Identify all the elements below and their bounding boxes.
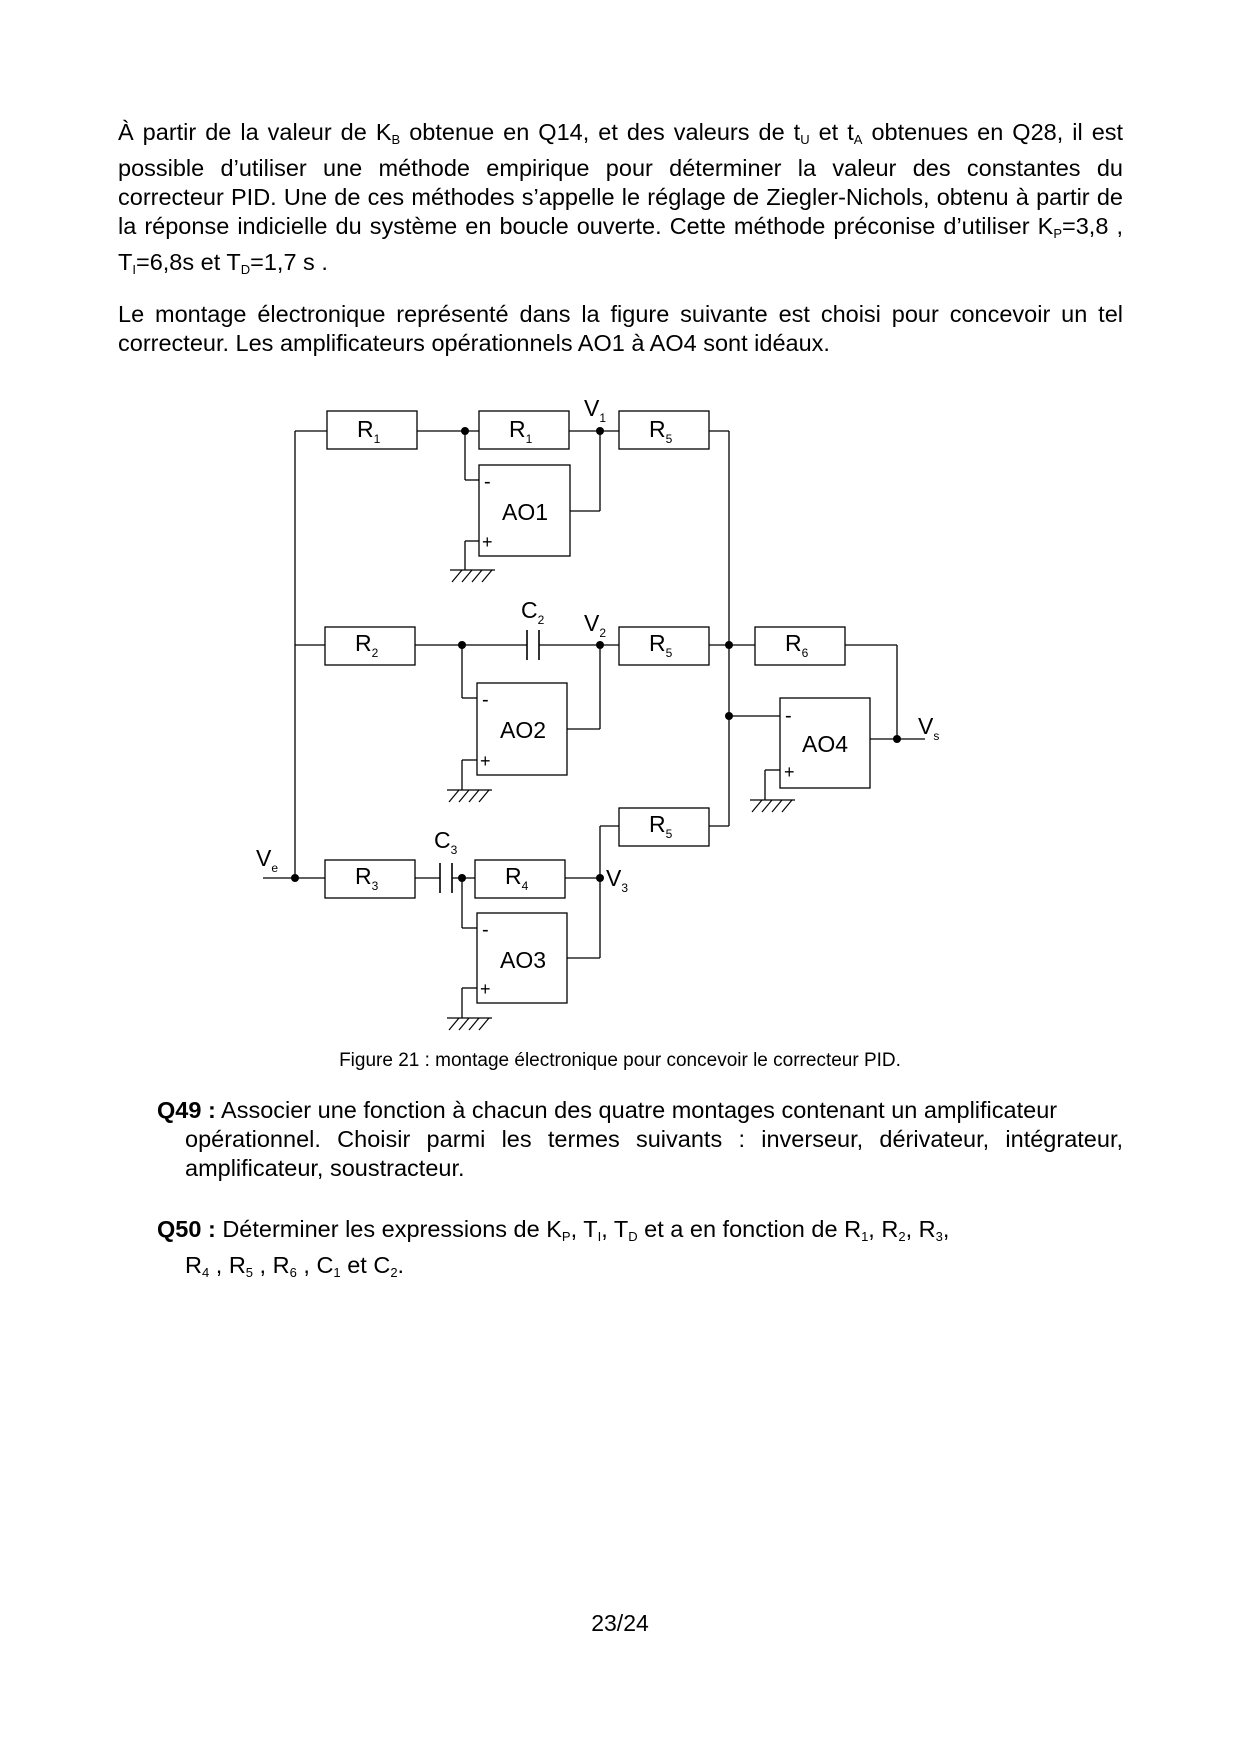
figure-caption: Figure 21 : montage électronique pour concevoir le correcteur PID.: [339, 1050, 901, 1071]
label-r4: $R_4$: [505, 863, 529, 893]
label-ao2: AO2: [500, 717, 547, 743]
label-ao4: AO4: [802, 731, 849, 757]
q50-list-2: $R_4$ , $R_5$ , $R_6$ , $C_1$ et $C_2$.: [185, 1252, 405, 1280]
ao2-minus: -: [482, 689, 489, 711]
intro-text-d: obtenues en Q28, il est possible d’utiliser une méthode empirique pour déterminer la valeur des constantes du correcteur PID. Une de ces méthodes s’appelle le réglage de Ziegler-Nichols, obtenu à partir de la réponse indicielle du système en boucle ouverte. Cette méthode préconise d’utiliser: [118, 119, 1124, 239]
label-v1: $V_1$: [584, 395, 607, 425]
capacitor-c2: [527, 630, 539, 660]
ground-icon: [447, 1018, 492, 1030]
q49-label: Q49 :: [157, 1097, 216, 1123]
ao4-plus: +: [784, 762, 795, 782]
label-r3: $R_3$: [355, 863, 379, 893]
label-v3: $V_3$: [606, 865, 629, 895]
page-number: 23/24: [591, 1610, 649, 1636]
label-r2: $R_2$: [355, 630, 379, 660]
ao3-plus: +: [480, 979, 491, 999]
ground-icon: [450, 570, 495, 582]
label-r1a: $R_1$: [357, 416, 381, 446]
label-r5c: $R_5$: [649, 811, 673, 841]
q50-a: a: [670, 1216, 684, 1242]
tu-symbol: $t_U$: [793, 119, 810, 147]
ao4-minus: -: [785, 705, 792, 727]
label-r6: $R_6$: [785, 630, 809, 660]
label-v2: $V_2$: [584, 610, 607, 640]
label-ao3: AO3: [500, 947, 547, 973]
q50-td: $T_D$: [613, 1216, 638, 1244]
capacitor-c3: [440, 863, 452, 893]
kp-value: $K_P=3,8$: [1037, 213, 1109, 241]
ground-icon: [447, 790, 492, 802]
question-q50: Q50 : Déterminer les expressions de $K_P$, $T_I$, $T_D$ et a en fonction de $R_1$, $R_2$, $R_3$, $R_4$ , $R_5$ , $R_6$ , $C_1$ et $C_2$.: [157, 1215, 1123, 1287]
question-q49: [157, 1096, 1123, 1183]
label-r1b: $R_1$: [509, 416, 533, 446]
label-ao1: AO1: [502, 499, 549, 525]
intro-text-a: À partir de la valeur de: [118, 119, 367, 145]
label-vs: $V_s$: [918, 713, 940, 743]
kb-symbol: $K_B$: [375, 119, 401, 147]
label-r5b: $R_5$: [649, 630, 673, 660]
ground-icon: [750, 800, 795, 812]
label-r5a: $R_5$: [649, 416, 673, 446]
label-c2: $C_2$: [521, 597, 545, 627]
q50-ti: $T_I$: [583, 1216, 602, 1244]
intro-text-c: et: [818, 119, 839, 145]
ta-symbol: $t_A$: [847, 119, 863, 147]
q50-label: Q50 :: [157, 1216, 216, 1242]
ao2-plus: +: [480, 751, 491, 771]
q49-text-b: opérationnel. Choisir parmi les termes suivants : inverseur, dérivateur, intégrateur, amplificateur, soustracteur.: [185, 1126, 1123, 1181]
label-c3: $C_3$: [434, 827, 458, 857]
ao1-minus: -: [484, 471, 491, 493]
ti-value: $T_I=6,8s$: [118, 249, 195, 277]
intro-text-b: obtenue en Q14, et des valeurs de: [409, 119, 785, 145]
ao3-minus: -: [482, 919, 489, 941]
ao1-plus: +: [482, 532, 493, 552]
td-value: $T_D=1,7$ s: [226, 249, 315, 277]
intro-et: et: [200, 249, 221, 275]
label-ve: $V_e$: [256, 845, 279, 875]
intro-paragraph-2: Le montage électronique représenté dans la figure suivante est choisi pour concevoir un tel correcteur. Les amplificateurs opérationnels AO1 à AO4 sont idéaux.: [118, 301, 1123, 356]
q49-text-a: Associer une fonction à chacun des quatre montages contenant un amplificateur: [221, 1097, 1058, 1123]
q50-list-1: $R_1$, $R_2$, $R_3$,: [844, 1216, 950, 1244]
intro-paragraph: À partir de la valeur de $K_B$ obtenue en Q14, et des valeurs de $t_U$ et $t_A$ obtenues en Q28, il est possible d’utiliser une méthode empirique pour déterminer la valeur des constantes du correcteur PID. Une de ces méthodes s’appelle le réglage de Ziegler-Nichols, obtenu à partir de la réponse indicielle du système en boucle ouverte. Cette méthode préconise d’utiliser $K_P=3,8$ , $T_I=6,8s$ et $T_D=1,7$ s .: [118, 119, 1124, 277]
q50-kp: $K_P$: [546, 1216, 571, 1244]
